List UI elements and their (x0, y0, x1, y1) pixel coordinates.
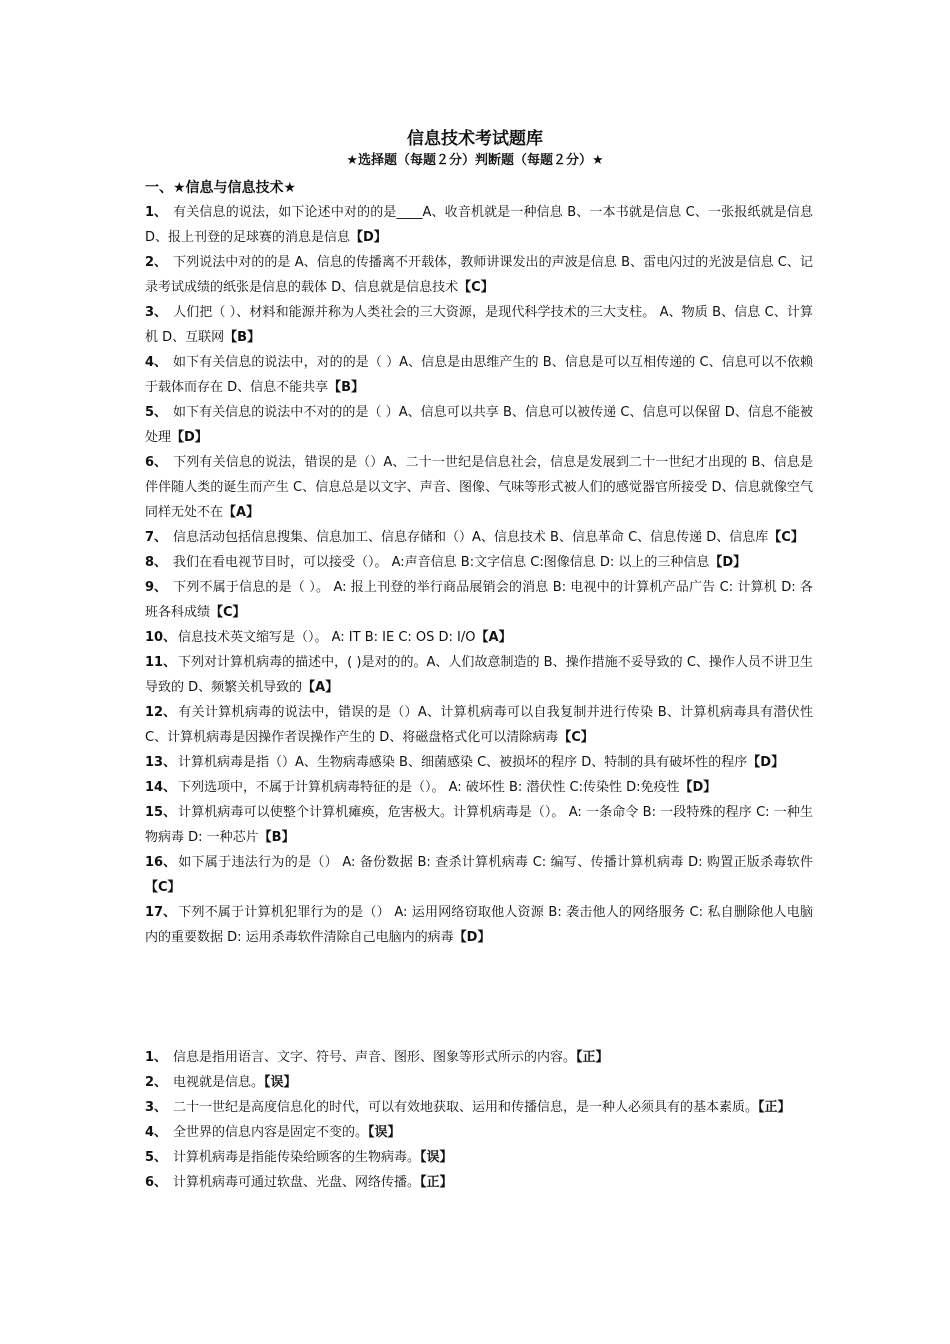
question-number: 2、 (145, 1075, 168, 1090)
choice-question-15 (145, 800, 813, 850)
judgement-question-5 (145, 1145, 813, 1170)
choice-question-17 (145, 900, 813, 950)
question-text: 人们把（ ）、材料和能源并称为人类社会的三大资源，是现代科学技术的三大支柱。 A、物质 B、信息 C、计算机 D、互联网 (145, 305, 813, 345)
question-number: 6、 (145, 1175, 168, 1190)
answer-key: 【B】 (258, 830, 295, 845)
answer-key: 【C】 (210, 605, 246, 620)
question-number: 14、 (145, 780, 177, 795)
question-text: 计算机病毒可以使整个计算机瘫痪，危害极大。计算机病毒是（）。 A: 一条命令 B: 一段特殊的程序 C: 一种生物病毒 D: 一种芯片 (145, 805, 813, 845)
judgement-question-2 (145, 1070, 813, 1095)
question-number: 7、 (145, 530, 168, 545)
question-number: 8、 (145, 555, 168, 570)
question-text: 信息是指用语言、文字、符号、声音、图形、图象等形式所示的内容。 (173, 1050, 577, 1065)
answer-key: 【误】 (420, 1150, 453, 1165)
answer-key: 【D】 (350, 230, 387, 245)
question-number: 4、 (145, 355, 168, 370)
choice-question-6 (145, 450, 813, 525)
answer-key: 【C】 (458, 280, 494, 295)
question-text: 计算机病毒是指（）A、生物病毒感染 B、细菌感染 C、被损坏的程序 D、特制的具有破坏性的程序 (178, 755, 748, 770)
answer-key: 【B】 (224, 330, 261, 345)
choice-question-11 (145, 650, 813, 700)
answer-key: 【正】 (576, 1050, 609, 1065)
choice-question-16 (145, 850, 813, 900)
document-subtitle: ★选择题（每题２分）判断题（每题２分）★ (346, 153, 604, 168)
question-text: 我们在看电视节目时，可以接受（）。 A:声音信息 B:文字信息 C:图像信息 D: 以上的三种信息 (173, 555, 710, 570)
question-text: 信息技术英文缩写是（）。 A: IT B: IE C: OS D: I/O (178, 630, 476, 645)
question-number: 9、 (145, 580, 168, 595)
question-text: 下列对计算机病毒的描述中，( )是对的的。A、人们故意制造的 B、操作措施不妥导致的 C、操作人员不讲卫生导致的 D、频繁关机导致的 (145, 655, 813, 695)
question-text: 计算机病毒是指能传染给顾客的生物病毒。 (173, 1150, 421, 1165)
choice-question-5 (145, 400, 813, 450)
answer-key: 【A】 (302, 680, 339, 695)
question-number: 12、 (145, 705, 177, 720)
question-number: 10、 (145, 630, 177, 645)
judgement-question-1 (145, 1045, 813, 1070)
answer-key: 【正】 (420, 1175, 453, 1190)
section-heading: 一、★信息与信息技术★ (145, 180, 297, 196)
question-number: 4、 (145, 1125, 168, 1140)
answer-key: 【D】 (747, 755, 785, 770)
judgement-question-3 (145, 1095, 813, 1120)
question-text: 有关计算机病毒的说法中，错误的是（）A、计算机病毒可以自我复制并进行传染 B、计算机病毒具有潜伏性 C、计算机病毒是因操作者误操作产生的 D、将磁盘格式化可以清除病毒 (145, 705, 813, 745)
question-text: 下列不属于计算机犯罪行为的是（） A: 运用网络窃取他人资源 B: 袭击他人的网络服务 C: 私自删除他人电脑内的重要数据 D: 运用杀毒软件清除自己电脑内的病毒 (145, 905, 813, 945)
answer-key: 【误】 (264, 1075, 297, 1090)
question-number: 11、 (145, 655, 177, 670)
choice-question-7 (145, 525, 813, 550)
choice-question-10 (145, 625, 813, 650)
answer-key: 【D】 (171, 430, 208, 445)
question-number: 17、 (145, 905, 177, 920)
choice-question-3 (145, 300, 813, 350)
question-text: 电视就是信息。 (173, 1075, 265, 1090)
choice-question-8 (145, 550, 813, 575)
answer-key: 【B】 (328, 380, 365, 395)
question-number: 3、 (145, 305, 168, 320)
choice-question-4 (145, 350, 813, 400)
question-text: 下列有关信息的说法，错误的是（）A、二十一世纪是信息社会，信息是发展到二十一世纪才出现的 B、信息是伴伴随人类的诞生而产生 C、信息总是以文字、声音、图像、气味等形式被人们的感觉器官所接受 D、信息就像空气同样无处不在 (145, 455, 813, 520)
question-number: 1、 (145, 1050, 168, 1065)
question-number: 13、 (145, 755, 177, 770)
answer-key: 【C】 (558, 730, 594, 745)
answer-key: 【C】 (145, 880, 181, 895)
question-number: 3、 (145, 1100, 168, 1115)
judgement-question-4 (145, 1120, 813, 1145)
question-text: 下列选项中，不属于计算机病毒特征的是（）。 A: 破坏性 B: 潜伏性 C:传染性 D:免疫性 (178, 780, 680, 795)
question-text: 下列不属于信息的是（ ）。 A: 报上刊登的举行商品展销会的消息 B: 电视中的计算机产品广告 C: 计算机 D: 各班各科成绩 (145, 580, 813, 620)
question-number: 6、 (145, 455, 168, 470)
question-number: 5、 (145, 1150, 168, 1165)
question-text: 如下有关信息的说法中，对的的是（ ）A、信息是由思维产生的 B、信息是可以互相传递的 C、信息可以不依赖于载体而存在 D、信息不能共享 (145, 355, 813, 395)
answer-key: 【A】 (475, 630, 512, 645)
answer-key: 【D】 (453, 930, 491, 945)
answer-key: 【C】 (768, 530, 804, 545)
question-text: 如下属于违法行为的是（） A: 备份数据 B: 查杀计算机病毒 C: 编写、传播计算机病毒 D: 购置正版杀毒软件 (178, 855, 813, 870)
answer-key: 【正】 (758, 1100, 791, 1115)
question-text: 下列说法中对的的是 A、信息的传播离不开载体，教师讲课发出的声波是信息 B、雷电闪过的光波是信息 C、记录考试成绩的纸张是信息的载体 D、信息就是信息技术 (145, 255, 813, 295)
question-number: 5、 (145, 405, 168, 420)
answer-key: 【A】 (223, 505, 260, 520)
question-text: 如下有关信息的说法中不对的的是（ ）A、信息可以共享 B、信息可以被传递 C、信息可以保留 D、信息不能被处理 (145, 405, 813, 445)
choice-question-1 (145, 200, 813, 250)
choice-question-2 (145, 250, 813, 300)
question-number: 1、 (145, 205, 168, 220)
choice-question-13 (145, 750, 813, 775)
question-text: 信息活动包括信息搜集、信息加工、信息存储和（）A、信息技术 B、信息革命 C、信息传递 D、信息库 (173, 530, 769, 545)
answer-key: 【D】 (679, 780, 717, 795)
choice-question-list (145, 200, 813, 950)
choice-question-14 (145, 775, 813, 800)
question-text: 计算机病毒可通过软盘、光盘、网络传播。 (173, 1175, 421, 1190)
answer-key: 【D】 (709, 555, 747, 570)
choice-question-12 (145, 700, 813, 750)
question-number: 15、 (145, 805, 177, 820)
question-number: 16、 (145, 855, 177, 870)
question-number: 2、 (145, 255, 168, 270)
document-title: 信息技术考试题库 (407, 129, 543, 149)
question-text: 有关信息的说法，如下论述中对的的是____A、收音机就是一种信息 B、一本书就是信息 C、一张报纸就是信息 D、报上刊登的足球赛的消息是信息 (145, 205, 813, 245)
judgement-question-6 (145, 1170, 813, 1195)
choice-question-9 (145, 575, 813, 625)
answer-key: 【误】 (368, 1125, 401, 1140)
question-text: 全世界的信息内容是固定不变的。 (173, 1125, 369, 1140)
judgement-question-list (145, 1045, 813, 1195)
question-text: 二十一世纪是高度信息化的时代，可以有效地获取、运用和传播信息，是一种人必须具有的基本素质。 (173, 1100, 759, 1115)
